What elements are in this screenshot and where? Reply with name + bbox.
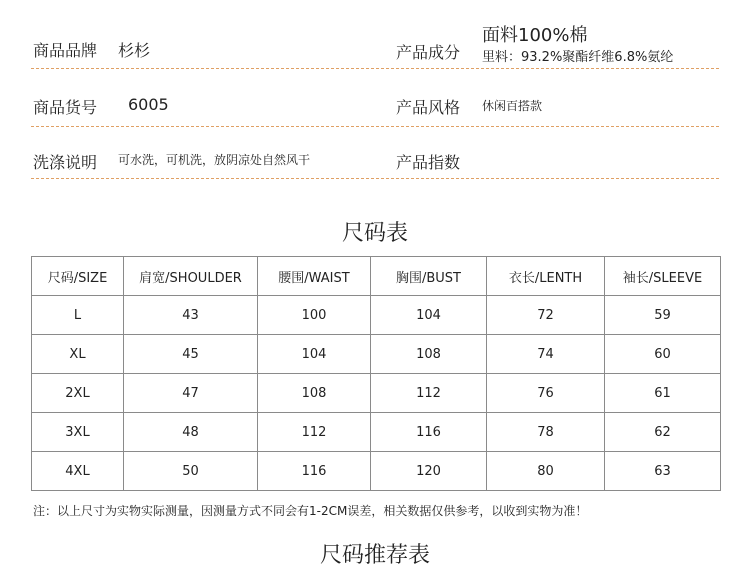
table-row (32, 413, 721, 452)
table-cell: 120 (371, 452, 487, 491)
composition-sub: 里料：93.2%聚酯纤维6.8%氨纶 (482, 50, 674, 65)
table-cell: 48 (124, 413, 258, 452)
table-cell: 60 (605, 335, 721, 374)
style-value: 休闲百搭款 (482, 99, 543, 113)
item-no-value: 6005 (128, 95, 169, 114)
table-row (32, 296, 721, 335)
table-cell: XL (32, 335, 124, 374)
wash-value: 可水洗，可机洗，放阴凉处自然风干 (118, 153, 311, 167)
table-cell: 59 (605, 296, 721, 335)
table-cell: 74 (487, 335, 605, 374)
header-cell-size: 尺码/SIZE (32, 257, 124, 296)
separator-2 (31, 126, 719, 127)
table-cell: 76 (487, 374, 605, 413)
style-label: 产品风格 (396, 98, 461, 117)
table-cell: 100 (258, 296, 371, 335)
header-cell-shoulder: 肩宽/SHOULDER (124, 257, 258, 296)
table-header-row (32, 257, 721, 296)
table-cell: 104 (371, 296, 487, 335)
measurement-note: 注：以上尺寸为实物实际测量，因测量方式不同会有1-2CM误差，相关数据仅供参考，以收到实物为准！ (33, 504, 588, 518)
table-row (32, 374, 721, 413)
composition-main: 面料100%棉 (482, 25, 588, 46)
item-no-label: 商品货号 (33, 98, 98, 117)
header-cell-length: 衣长/LENTH (487, 257, 605, 296)
table-row (32, 452, 721, 491)
table-cell: 63 (605, 452, 721, 491)
table-cell: 80 (487, 452, 605, 491)
table-cell: 78 (487, 413, 605, 452)
table-cell: 116 (258, 452, 371, 491)
brand-value: 杉杉 (118, 41, 151, 60)
table-cell: 45 (124, 335, 258, 374)
index-label: 产品指数 (396, 153, 461, 172)
table-row (32, 335, 721, 374)
table-cell: 2XL (32, 374, 124, 413)
separator-3 (31, 178, 719, 179)
table-cell: 62 (605, 413, 721, 452)
table-cell: 61 (605, 374, 721, 413)
table-cell: 43 (124, 296, 258, 335)
table-cell: 112 (258, 413, 371, 452)
size-table (31, 256, 721, 491)
table-cell: 108 (371, 335, 487, 374)
header-cell-sleeve: 袖长/SLEEVE (605, 257, 721, 296)
wash-label: 洗涤说明 (33, 153, 98, 172)
recommend-title: 尺码推荐表 (319, 543, 430, 568)
table-cell: 72 (487, 296, 605, 335)
table-cell: 104 (258, 335, 371, 374)
table-cell: 4XL (32, 452, 124, 491)
table-cell: 116 (371, 413, 487, 452)
table-cell: 112 (371, 374, 487, 413)
header-cell-waist: 腰围/WAIST (258, 257, 371, 296)
brand-label: 商品品牌 (33, 41, 98, 60)
size-chart-title: 尺码表 (341, 221, 408, 246)
table-cell: 47 (124, 374, 258, 413)
table-cell: 3XL (32, 413, 124, 452)
table-cell: 50 (124, 452, 258, 491)
table-cell: L (32, 296, 124, 335)
table-cell: 108 (258, 374, 371, 413)
header-cell-bust: 胸围/BUST (371, 257, 487, 296)
separator-1 (31, 68, 719, 69)
composition-label: 产品成分 (396, 43, 461, 62)
